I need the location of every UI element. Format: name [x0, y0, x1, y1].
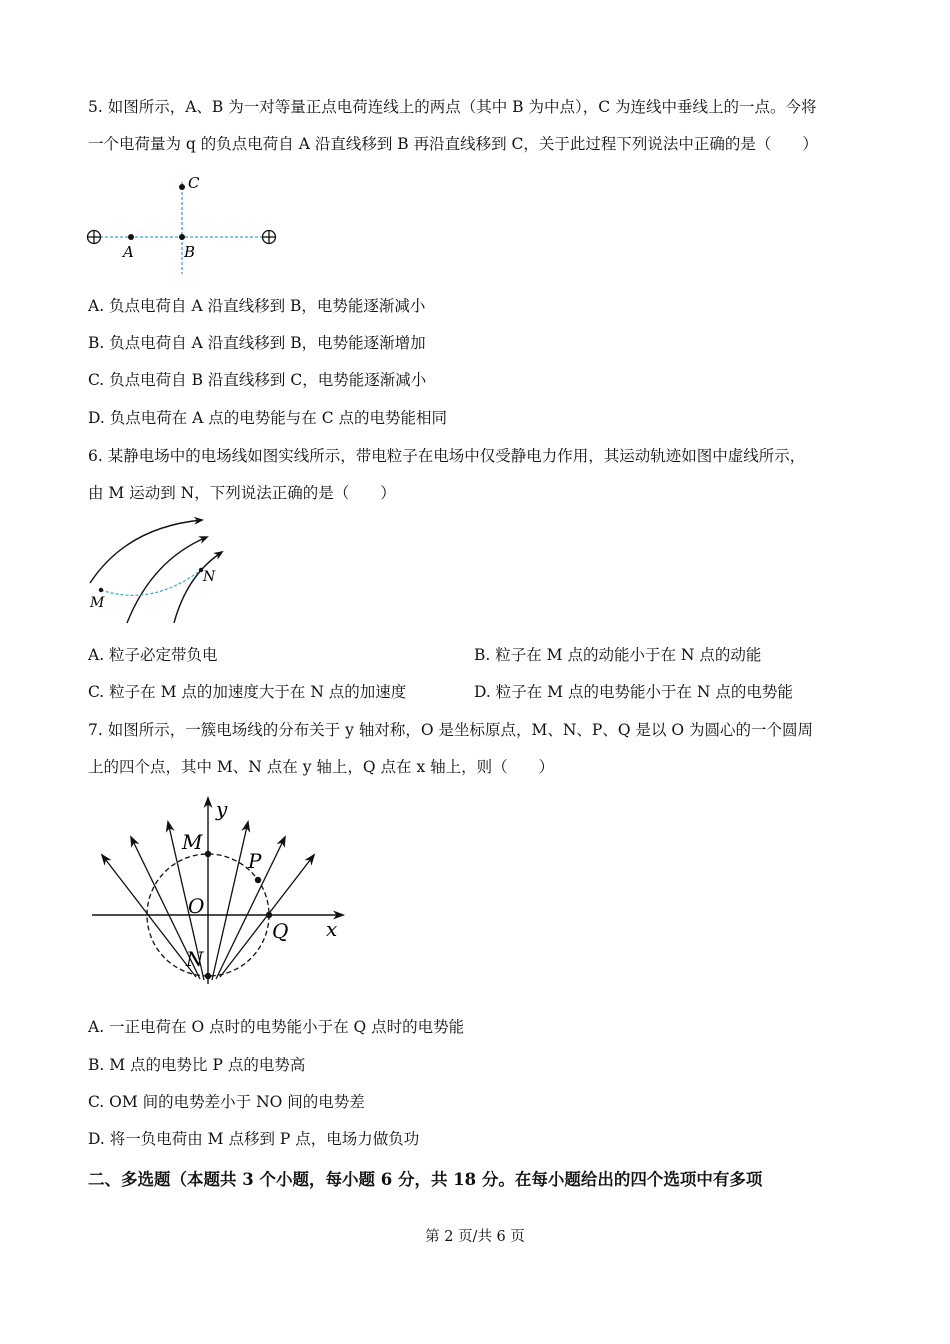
- page-number: 第 2 页/共 6 页: [425, 1229, 525, 1245]
- q7-option-d: D. 将一负电荷由 M 点移到 P 点，电场力做负功: [88, 1130, 420, 1148]
- q5-positive-charge-right: [263, 231, 276, 244]
- q6-label-m: M: [90, 595, 105, 611]
- q7-option-a: A. 一正电荷在 O 点时的电势能小于在 Q 点时的电势能: [88, 1018, 465, 1036]
- q6-field-line-1: [90, 520, 202, 583]
- q7-option-c: C. OM 间的电势差小于 NO 间的电势差: [88, 1093, 365, 1111]
- q6-text-line2: 由 M 运动到 N，下列说法正确的是（ ）: [88, 484, 396, 502]
- q5-label-c: C: [188, 174, 200, 192]
- q7-text-line1: 7. 如图所示，一簇电场线的分布关于 y 轴对称，O 是坐标原点，M、N、P、Q 是以 O 为圆心的一个圆周: [88, 721, 814, 739]
- q5-positive-charge-left: [88, 231, 101, 244]
- q6-field-line-3: [174, 552, 222, 623]
- q7-label-p: P: [248, 849, 262, 873]
- q6-label-n: N: [203, 569, 216, 585]
- q6-option-b: B. 粒子在 M 点的动能小于在 N 点的动能: [474, 646, 762, 664]
- section2-heading: 二、多选题（本题共 3 个小题，每小题 6 分，共 18 分。在每小题给出的四个选项中有多项: [88, 1170, 763, 1189]
- q5-figure: [82, 168, 292, 278]
- q6-option-c: C. 粒子在 M 点的加速度大于在 N 点的加速度: [88, 683, 407, 701]
- q5-option-d: D. 负点电荷在 A 点的电势能与在 C 点的电势能相同: [88, 409, 447, 427]
- q5-point-a: [128, 234, 134, 240]
- q6-field-line-2: [127, 537, 207, 623]
- q5-label-b: B: [184, 243, 196, 261]
- q7-label-m: M: [182, 830, 203, 854]
- q5-text-line1: 5. 如图所示，A、B 为一对等量正点电荷连线上的两点（其中 B 为中点），C 为连线中垂线上的一点。今将: [88, 98, 817, 116]
- q6-text-line1: 6. 某静电场中的电场线如图实线所示，带电粒子在电场中仅受静电力作用，其运动轨迹如图中虚线所示，: [88, 447, 806, 465]
- q6-option-d: D. 粒子在 M 点的电势能小于在 N 点的电势能: [474, 683, 793, 701]
- q5-option-b: B. 负点电荷自 A 沿直线移到 B，电势能逐渐增加: [88, 334, 426, 352]
- q5-option-c: C. 负点电荷自 B 沿直线移到 C，电势能逐渐减小: [88, 371, 427, 389]
- q7-label-n: N: [186, 947, 204, 971]
- q5-point-c: [179, 184, 185, 190]
- q7-label-o: O: [188, 894, 205, 918]
- q5-option-a: A. 负点电荷自 A 沿直线移到 B，电势能逐渐减小: [88, 297, 426, 315]
- q6-figure: [82, 515, 242, 625]
- q7-figure: [88, 792, 358, 992]
- q5-label-a: A: [123, 243, 134, 261]
- q7-point-n: [205, 973, 211, 979]
- q5-point-b: [179, 234, 185, 240]
- q6-option-a: A. 粒子必定带负电: [88, 646, 218, 664]
- q5-text-line2: 一个电荷量为 q 的负点电荷自 A 沿直线移到 B 再沿直线移到 C，关于此过程下列说法中正确的是（ ）: [88, 135, 818, 153]
- q7-text-line2: 上的四个点，其中 M、N 点在 y 轴上，Q 点在 x 轴上，则（ ）: [88, 758, 555, 776]
- q7-label-x: x: [326, 917, 338, 941]
- q7-label-y: y: [216, 797, 228, 821]
- q7-point-m: [205, 851, 211, 857]
- q7-label-q: Q: [272, 919, 289, 943]
- q7-point-q: [266, 912, 272, 918]
- q6-point-m: [99, 588, 103, 592]
- q7-field-line-4: [212, 822, 248, 980]
- q7-option-b: B. M 点的电势比 P 点的电势高: [88, 1056, 306, 1074]
- q7-point-p: [255, 877, 261, 883]
